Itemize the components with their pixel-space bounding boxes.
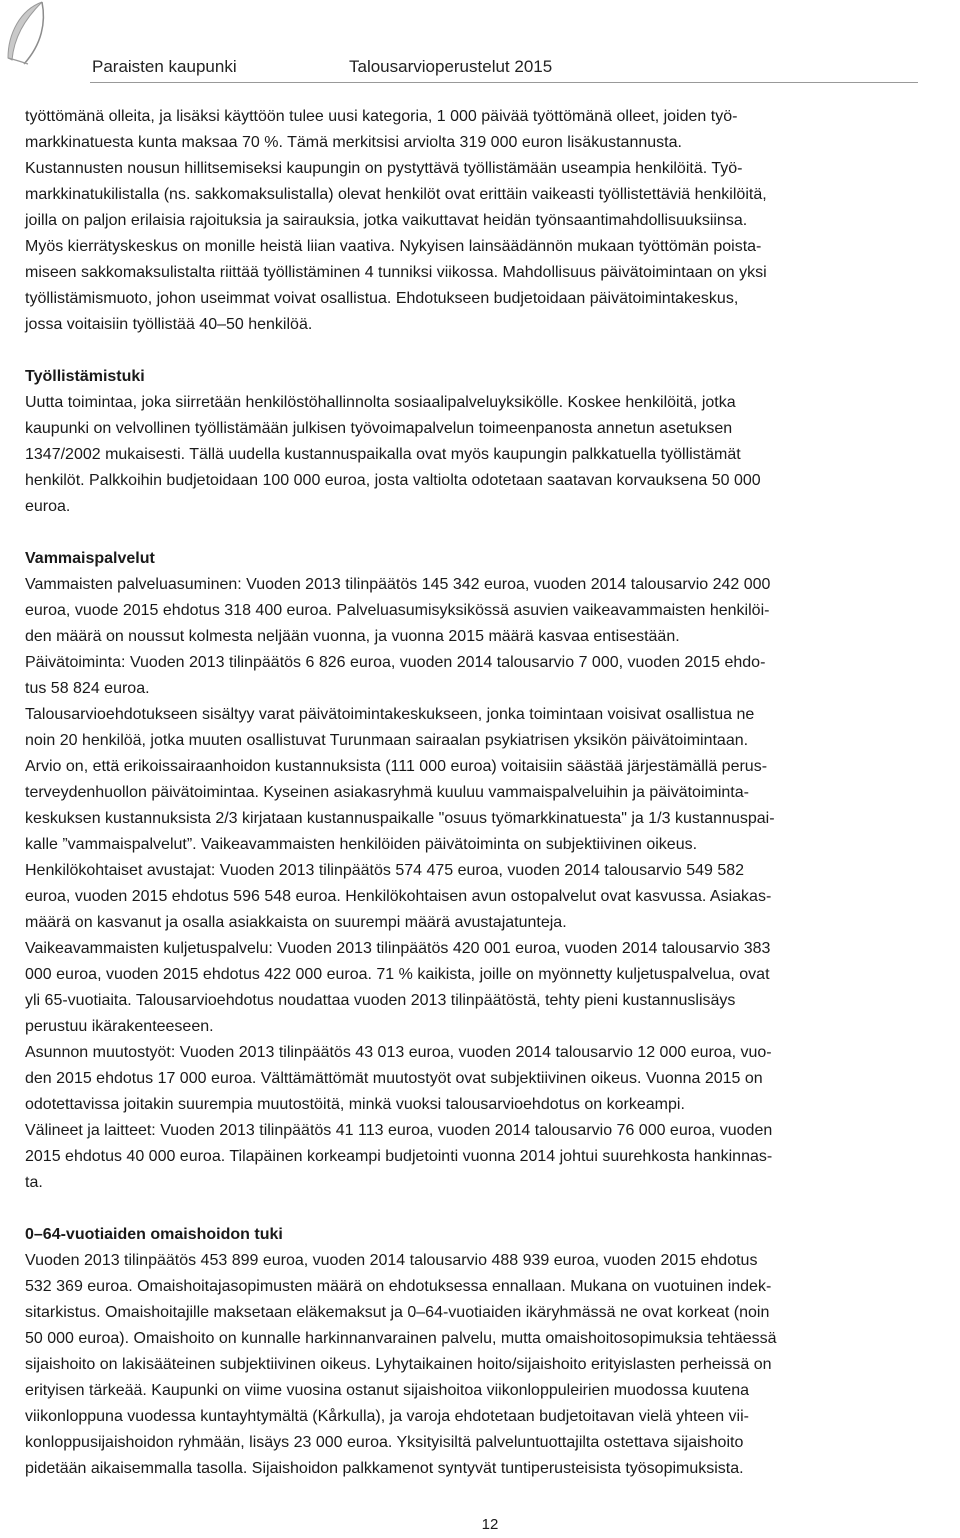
page-number: 12	[481, 1516, 499, 1533]
paragraph-line: euroa, vuode 2015 ehdotus 318 400 euroa. Palveluasumisyksikössä asuvien vaikeavammaisten henkilöi-	[25, 602, 770, 619]
paragraph-line: terveydenhuollon päivätoimintaa. Kyseinen asiakasryhmä kuuluu vammaispalveluihin ja päivätoiminta-	[25, 784, 749, 801]
paragraph-line: miseen sakkomaksulistalta riittää työllistäminen 4 tunniksi viikossa. Mahdollisuus päivätoimintaan on yksi	[25, 264, 767, 281]
paragraph-line: ta.	[25, 1174, 43, 1191]
paragraph-line: sitarkistus. Omaishoitajille maksetaan eläkemaksut ja 0–64-vuotiaiden ikäryhmässä ne ovat korkeat (noin	[25, 1304, 770, 1321]
paragraph-line: työttömänä olleita, ja lisäksi käyttöön tulee uusi kategoria, 1 000 päivää työttömänä olleet, joiden työ-	[25, 108, 738, 125]
paragraph-line: perustuu ikärakenteeseen.	[25, 1018, 214, 1035]
paragraph-line: erityisen tärkeää. Kaupunki on viime vuosina ostanut sijaishoitoa viikonloppuleirien muodossa kuutena	[25, 1382, 749, 1399]
paragraph-line: viikonloppuna vuodessa kuntayhtymältä (Kårkulla), ja varoja ehdotetaan budjetoitavan vielä yhteen vii-	[25, 1408, 749, 1425]
section-heading: 0–64-vuotiaiden omaishoidon tuki	[25, 1226, 283, 1243]
section-spacer	[25, 1196, 950, 1222]
paragraph-line: markkinatuesta kunta maksaa 70 %. Tämä merkitsisi arviolta 319 000 euron lisäkustannusta.	[25, 134, 682, 151]
paragraph-line: 2015 ehdotus 40 000 euroa. Tilapäinen korkeampi budjetointi vuonna 2014 johtui suurehkosta hankinnas-	[25, 1148, 773, 1165]
city-logo	[2, 0, 64, 66]
paragraph-line: den määrä on noussut kolmesta neljään vuonna, ja vuonna 2015 määrä kasvaa entisestään.	[25, 628, 680, 645]
section	[25, 364, 950, 520]
section-spacer	[25, 338, 950, 364]
paragraph-line: konloppusijaishoidon ryhmään, lisäys 23 000 euroa. Yksityisiltä palveluntuottajilta ostettava sijaishoito	[25, 1434, 744, 1451]
paragraph-line: Arvio on, että erikoissairaanhoidon kustannuksista (111 000 euroa) voitaisiin säästää järjestämällä perus-	[25, 758, 768, 775]
paragraph-line: odotettavissa joitakin suurempia muutostöitä, minkä vuoksi talousarvioehdotus on korkeampi.	[25, 1096, 685, 1113]
document-body	[25, 104, 950, 1482]
header-organization: Paraisten kaupunki	[92, 57, 237, 76]
paragraph-line: sijaishoito on lakisääteinen subjektiivinen oikeus. Lyhytaikainen hoito/sijaishoito erityislasten perheissä on	[25, 1356, 772, 1373]
section-spacer	[25, 520, 950, 546]
paragraph-line: noin 20 henkilöä, jotka muuten osallistuvat Turunmaan sairaalan psykiatrisen yksikön päivätoimintaan.	[25, 732, 749, 749]
paragraph-line: kalle ”vammaispalvelut”. Vaikeavammaisten henkilöiden päivätoiminta on subjektiivinen oikeus.	[25, 836, 698, 853]
paragraph-line: 1347/2002 mukaisesti. Tällä uudella kustannuspaikalla ovat myös kaupungin palkkatuella työllistämät	[25, 446, 741, 463]
paragraph-line: Päivätoiminta: Vuoden 2013 tilinpäätös 6 826 euroa, vuoden 2014 talousarvio 7 000, vuoden 2015 ehdo-	[25, 654, 766, 671]
paragraph-line: euroa, vuoden 2015 ehdotus 596 548 euroa. Henkilökohtaisen avun ostopalvelut ovat kasvussa. Asiakas-	[25, 888, 772, 905]
header-divider	[90, 82, 918, 83]
paragraph-line: keskuksen kustannuksista 2/3 kirjataan kustannuspaikalle "osuus työmarkkinatuesta" ja 1/3 kustannuspai-	[25, 810, 775, 827]
paragraph-line: kaupunki on velvollinen työllistämään julkisen työvoimapalvelun toimeenpanosta annetun asetuksen	[25, 420, 733, 437]
paragraph-line: Myös kierrätyskeskus on monille heistä liian vaativa. Nykyisen lainsäädännön mukaan työttömän poista-	[25, 238, 762, 255]
header-document-title: Talousarvioperustelut 2015	[349, 57, 553, 76]
section	[25, 1222, 950, 1482]
paragraph-line: pidetään aikaisemmalla tasolla. Sijaishoidon palkkamenot syntyvät tuntiperusteisista työsopimuksista.	[25, 1460, 744, 1477]
paragraph-line: markkinatukilistalla (ns. sakkomaksulistalla) olevat henkilöt ovat erittäin vaikeasti työllistettäviä henkilöitä,	[25, 186, 767, 203]
paragraph-line: henkilöt. Palkkoihin budjetoidaan 100 000 euroa, josta valtiolta odotetaan saatavan korvauksena 50 000	[25, 472, 761, 489]
paragraph-line: Kustannusten nousun hillitsemiseksi kaupungin on pystyttävä työllistämään useampia henkilöitä. Työ-	[25, 160, 743, 177]
section	[25, 546, 950, 1196]
section-heading: Työllistämistuki	[25, 368, 145, 385]
paragraph-line: Henkilökohtaiset avustajat: Vuoden 2013 tilinpäätös 574 475 euroa, vuoden 2014 talousarvio 549 582	[25, 862, 745, 879]
section-heading: Vammaispalvelut	[25, 550, 155, 567]
paragraph-line: tus 58 824 euroa.	[25, 680, 150, 697]
paragraph-line: joilla on paljon erilaisia rajoituksia ja sairauksia, jotka vaikuttavat heidän työnsaantimahdollisuuksiinsa.	[25, 212, 748, 229]
paragraph-line: Vaikeavammaisten kuljetuspalvelu: Vuoden 2013 tilinpäätös 420 001 euroa, vuoden 2014 talousarvio 383	[25, 940, 771, 957]
paragraph-line: euroa.	[25, 498, 71, 515]
paragraph-line: Talousarvioehdotukseen sisältyy varat päivätoimintakeskukseen, jonka toimintaan voisivat osallistua ne	[25, 706, 755, 723]
paragraph-line: 000 euroa, vuoden 2015 ehdotus 422 000 euroa. 71 % kaikista, joille on myönnetty kuljetuspalvelua, ovat	[25, 966, 770, 983]
paragraph-line: den 2015 ehdotus 17 000 euroa. Välttämättömät muutostyöt ovat subjektiivinen oikeus. Vuonna 2015 on	[25, 1070, 763, 1087]
paragraph-line: Vammaisten palveluasuminen: Vuoden 2013 tilinpäätös 145 342 euroa, vuoden 2014 talousarvio 242 000	[25, 576, 771, 593]
paragraph-line: Uutta toimintaa, joka siirretään henkilöstöhallinnolta sosiaalipalveluyksikölle. Koskee henkilöitä, jotka	[25, 394, 736, 411]
paragraph-line: Vuoden 2013 tilinpäätös 453 899 euroa, vuoden 2014 talousarvio 488 939 euroa, vuoden 2015 ehdotus	[25, 1252, 758, 1269]
paragraph-line: Asunnon muutostyöt: Vuoden 2013 tilinpäätös 43 013 euroa, vuoden 2014 talousarvio 12 000 euroa, vuo-	[25, 1044, 772, 1061]
paragraph-line: Välineet ja laitteet: Vuoden 2013 tilinpäätös 41 113 euroa, vuoden 2014 talousarvio 76 000 euroa, vuoden	[25, 1122, 773, 1139]
paragraph-line: 532 369 euroa. Omaishoitajasopimusten määrä on ehdotuksessa ennallaan. Mukana on vuotuinen indek-	[25, 1278, 772, 1295]
paragraph-line: jossa voitaisiin työllistää 40–50 henkilöä.	[25, 316, 313, 333]
paragraph-line: työllistämismuoto, johon useimmat voivat osallistua. Ehdotukseen budjetoidaan päivätoimintakeskus,	[25, 290, 739, 307]
section	[25, 104, 950, 338]
paragraph-line: 50 000 euroa). Omaishoito on kunnalle harkinnanvarainen palvelu, mutta omaishoitosopimuksia tehtäessä	[25, 1330, 777, 1347]
paragraph-line: yli 65-vuotiaita. Talousarvioehdotus noudattaa vuoden 2013 tilinpäätöstä, tehty pieni kustannuslisäys	[25, 992, 736, 1009]
paragraph-line: määrä on kasvanut ja osalla asiakkaista on suurempi määrä avustajatunteja.	[25, 914, 567, 931]
